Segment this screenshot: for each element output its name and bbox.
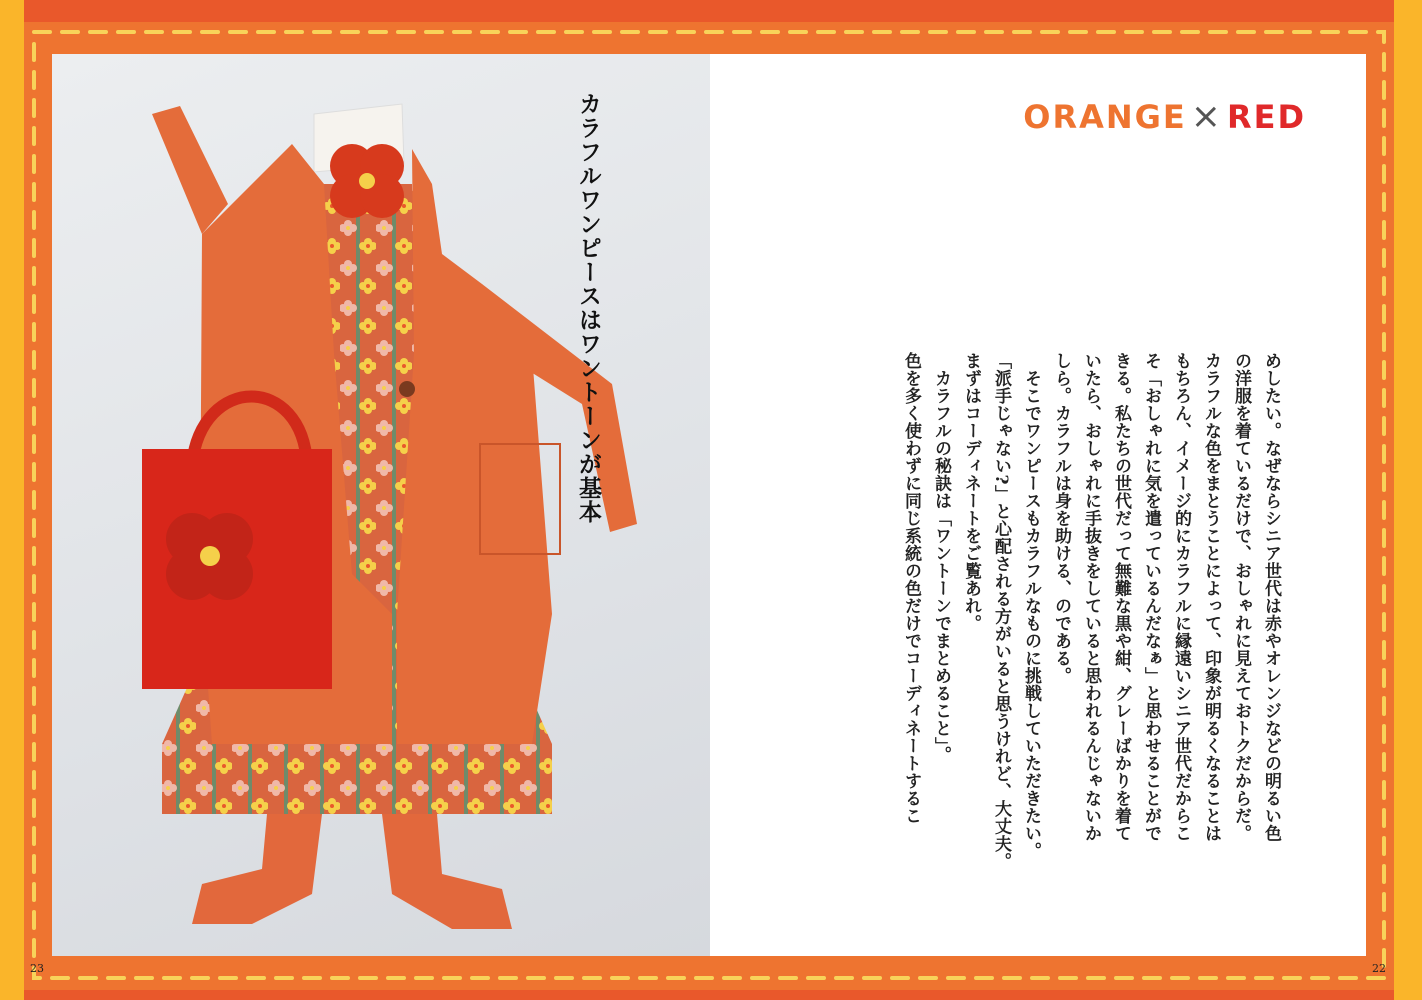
top-border-strip — [24, 0, 1394, 22]
outfit-photo — [52, 54, 710, 956]
section-heading — [1023, 96, 1306, 137]
heading-red: RED — [1226, 98, 1306, 136]
body-line: きる。私たちの世代だって無難な黒や紺、グレーばかりを着て — [1111, 352, 1131, 842]
body-line: カラフルの秘訣は「ワントーンでまとめること」。 — [931, 352, 951, 764]
body-line: そこでワンピースもカラフルなものに挑戦していただきたい。 — [1021, 352, 1041, 860]
body-line: カラフルな色をまとうことによって、印象が明るくなることは — [1201, 352, 1221, 842]
body-line: 色を多く使わずに同じ系統の色だけでコーディネートするこ — [901, 352, 921, 825]
body-line: いたら、おしゃれに手抜きをしていると思われるんじゃないか — [1081, 352, 1101, 842]
page-number-right: 22 — [1372, 962, 1386, 975]
body-line: しら。カラフルは身を助ける、のである。 — [1051, 352, 1071, 685]
body-line: の洋服を着ているだけで、おしゃれに見えておトクだからだ。 — [1231, 352, 1251, 842]
page-number-left: 23 — [30, 962, 44, 975]
heading-times: × — [1190, 96, 1223, 137]
photo-caption: カラフルワンピースはワントーンが基本 — [575, 92, 601, 524]
bottom-border-strip — [24, 990, 1394, 1000]
body-line: まずはコーディネートをご覧あれ。 — [961, 352, 981, 632]
body-text — [896, 352, 1286, 872]
flower-brooch-icon — [330, 144, 404, 218]
body-line: めしたい。なぜならシニア世代は赤やオレンジなどの明るい色 — [1261, 352, 1281, 842]
body-line: そ「おしゃれに気を遣っているんだなぁ」と思わせることがで — [1141, 352, 1161, 842]
body-line: 「派手じゃない?」と心配される方がいると思うけれど、大丈夫。 — [991, 352, 1011, 870]
heading-orange: ORANGE — [1023, 98, 1187, 136]
text-page — [710, 54, 1366, 956]
body-line: もちろん、イメージ的にカラフルに縁遠いシニア世代だからこ — [1171, 352, 1191, 842]
